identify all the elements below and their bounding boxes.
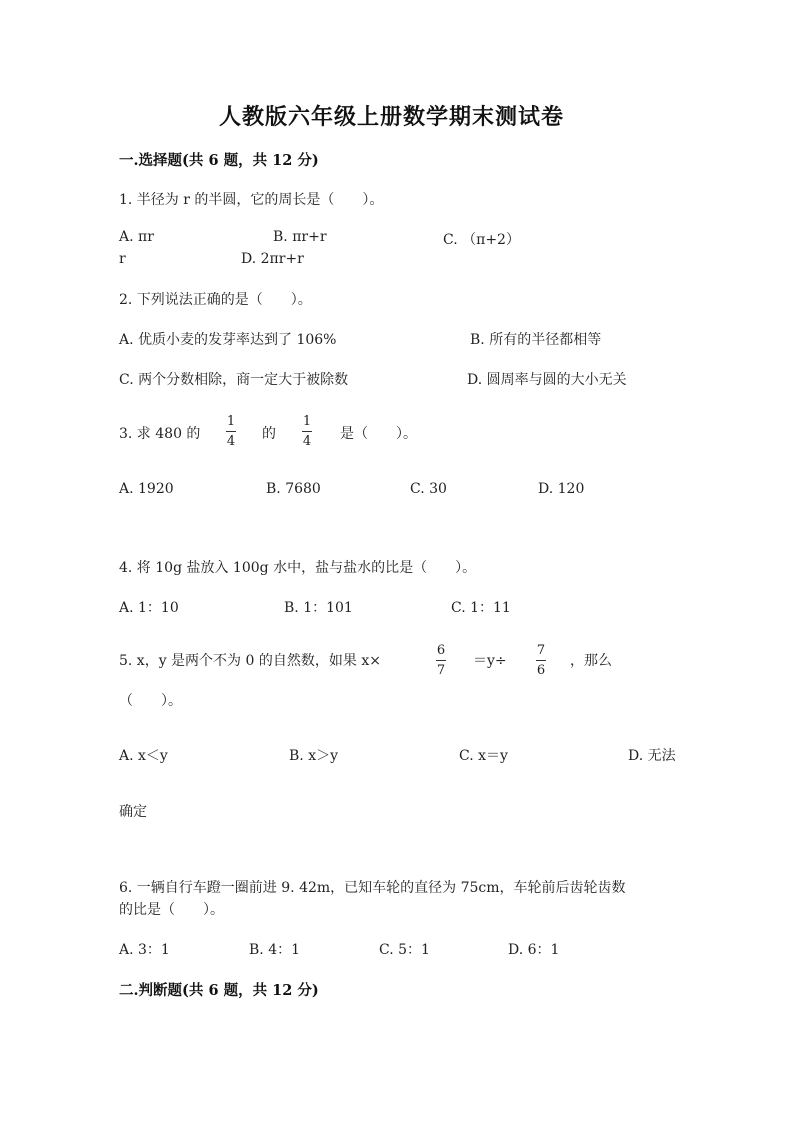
question-3-stem-part2: 的 [262,426,276,442]
fraction-bar [302,431,312,432]
question-2-option-c: C. 两个分数相除，商一定大于被除数 [119,372,349,388]
question-6-option-b: B. 4：1 [249,942,301,958]
question-4-option-b: B. 1：101 [284,600,353,616]
question-5-stem-part2: ＝y÷ [473,653,507,669]
fraction-numerator: 1 [302,414,312,429]
fraction-numerator: 1 [226,414,236,429]
question-5-option-d-continued: 确定 [119,804,147,820]
question-1-option-c: C. （π+2） [443,232,520,248]
fraction-denominator: 4 [226,434,236,449]
question-3-stem-part3: 是（ ）。 [340,426,417,442]
question-2-option-b: B. 所有的半径都相等 [470,332,602,348]
question-5-fraction-1 [436,643,446,678]
question-6-stem-line2: 的比是（ ）。 [119,902,224,918]
question-4-option-a: A. 1：10 [119,600,179,616]
question-2-stem: 2. 下列说法正确的是（ ）。 [119,292,312,308]
fraction-numerator: 7 [536,643,546,658]
fraction-denominator: 4 [302,434,312,449]
question-2-option-a: A. 优质小麦的发芽率达到了 106% [119,332,337,348]
question-6-option-a: A. 3：1 [119,942,170,958]
question-6-option-d: D. 6：1 [508,942,560,958]
question-5-stem-part3: ，那么 [570,653,612,669]
question-5-stem-part1: 5. x，y 是两个不为 0 的自然数，如果 x× [119,653,381,669]
question-1-option-c-continued: r [119,251,126,267]
question-3-option-a: A. 1920 [119,481,174,497]
fraction-denominator: 7 [436,663,446,678]
question-2-option-d: D. 圆周率与圆的大小无关 [467,372,627,388]
section-heading-choice: 一.选择题(共 6 题，共 12 分) [119,152,319,169]
fraction-bar [436,660,446,661]
question-3-fraction-2 [302,414,312,449]
question-1-stem: 1. 半径为 r 的半圆，它的周长是（ ）。 [119,192,384,208]
question-5-stem-line2: （ ）。 [119,693,182,709]
question-4-stem: 4. 将 10g 盐放入 100g 水中，盐与盐水的比是（ ）。 [119,560,477,576]
section-heading-judgement: 二.判断题(共 6 题，共 12 分) [119,982,319,999]
question-3-fraction-1 [226,414,236,449]
question-5-option-a: A. x＜y [119,748,168,764]
question-5-option-d: D. 无法 [628,748,676,764]
question-5-option-c: C. x＝y [459,748,508,764]
question-4-option-c: C. 1：11 [451,600,511,616]
question-1-option-d: D. 2πr+r [241,251,304,267]
question-1-option-b: B. πr+r [273,229,327,245]
question-3-option-c: C. 30 [410,481,447,497]
fraction-denominator: 6 [536,663,546,678]
page-title: 人教版六年级上册数学期末测试卷 [219,104,565,130]
question-3-stem-part1: 3. 求 480 的 [119,426,201,442]
fraction-numerator: 6 [436,643,446,658]
question-6-option-c: C. 5：1 [379,942,430,958]
question-1-option-a: A. πr [119,229,154,245]
question-6-stem-line1: 6. 一辆自行车蹬一圈前进 9. 42m，已知车轮的直径为 75cm，车轮前后齿轮齿数 [119,880,626,896]
question-3-option-b: B. 7680 [266,481,321,497]
question-5-option-b: B. x＞y [289,748,338,764]
fraction-bar [536,660,546,661]
fraction-bar [226,431,236,432]
question-5-fraction-2 [536,643,546,678]
question-3-option-d: D. 120 [538,481,585,497]
